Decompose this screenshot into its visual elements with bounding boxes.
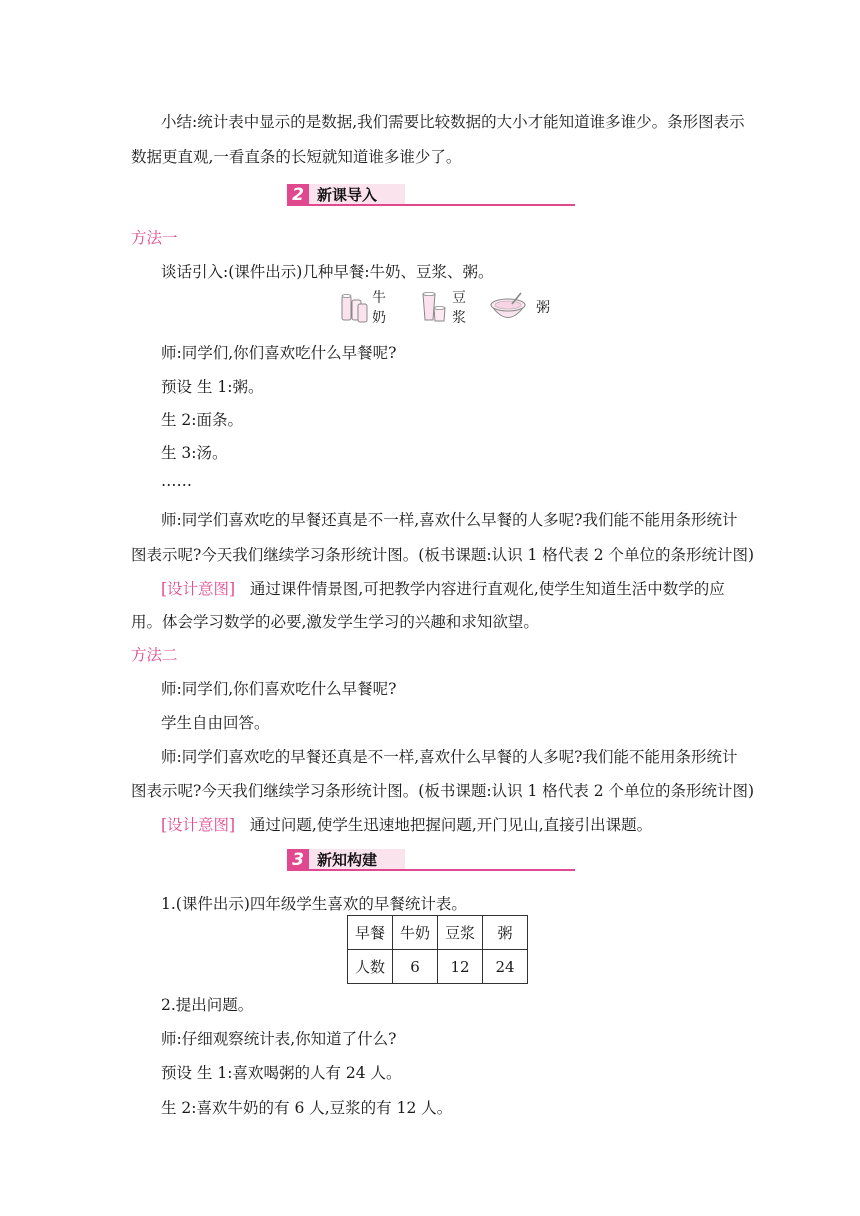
teacher-question: 师:同学们,你们喜欢吃什么早餐呢? [161, 680, 397, 698]
section-number-badge: 2 [287, 184, 309, 206]
table-cell: 粥 [483, 916, 528, 950]
design-intent-tag: [设计意图] [161, 580, 236, 598]
design-intent-line-2: 用。体会学习数学的必要,激发学生学习的兴趣和求知欲望。 [131, 613, 539, 631]
section-header-2 [287, 184, 575, 206]
food-label: 粥 [536, 300, 550, 316]
food-label: 牛奶 [372, 290, 386, 326]
section-number-badge: 3 [287, 849, 309, 871]
section-header-3 [287, 849, 575, 871]
summary-line-1: 小结:统计表中显示的是数据,我们需要比较数据的大小才能知道谁多谁少。条形图表示 [161, 113, 745, 131]
student-answer-3: 生 3:汤。 [161, 444, 228, 462]
table-cell: 牛奶 [393, 916, 438, 950]
breakfast-stat-table [347, 915, 528, 984]
food-soymilk [418, 289, 466, 325]
table-row [348, 950, 528, 984]
method-1-label: 方法一 [131, 229, 178, 247]
table-cell: 早餐 [348, 916, 393, 950]
teacher-question: 师:同学们,你们喜欢吃什么早餐呢? [161, 344, 397, 362]
ellipsis: …… [161, 472, 192, 490]
teacher-question: 师:仔细观察统计表,你知道了什么? [161, 1030, 397, 1048]
table-cell: 6 [393, 950, 438, 984]
section-underline [309, 204, 575, 206]
food-milk [340, 289, 386, 325]
food-porridge [488, 289, 550, 325]
milk-icon [340, 290, 370, 324]
teacher-remark-line-2: 图表示呢?今天我们继续学习条形统计图。(板书课题:认识 1 格代表 2 个单位的条形统计图) [131, 782, 755, 800]
student-free-answer: 学生自由回答。 [161, 714, 270, 732]
student-answer-2: 生 2:面条。 [161, 411, 244, 429]
section-underline [309, 869, 575, 871]
table-cell: 豆浆 [438, 916, 483, 950]
table-cell: 24 [483, 950, 528, 984]
porridge-icon [488, 290, 528, 324]
design-intent-line: [设计意图] 通过问题,使学生迅速地把握问题,开门见山,直接引出课题。 [161, 816, 653, 834]
section-title: 新课导入 [309, 184, 405, 206]
teacher-remark-line-1: 师:同学们喜欢吃的早餐还真是不一样,喜欢什么早餐的人多呢?我们能不能用条形统计 [161, 748, 738, 766]
teacher-remark-line-1: 师:同学们喜欢吃的早餐还真是不一样,喜欢什么早餐的人多呢?我们能不能用条形统计 [161, 511, 738, 529]
table-cell: 12 [438, 950, 483, 984]
table-row [348, 916, 528, 950]
section-title: 新知构建 [309, 849, 405, 871]
item-1: 1.(课件出示)四年级学生喜欢的早餐统计表。 [161, 895, 467, 913]
student-answer-1: 预设 生 1:粥。 [161, 378, 264, 396]
method-2-label: 方法二 [131, 646, 178, 664]
table-cell: 人数 [348, 950, 393, 984]
student-answer-2: 生 2:喜欢牛奶的有 6 人,豆浆的有 12 人。 [161, 1099, 453, 1117]
design-intent-tag: [设计意图] [161, 816, 236, 834]
method-1-intro: 谈话引入:(课件出示)几种早餐:牛奶、豆浆、粥。 [161, 263, 494, 281]
soymilk-icon [418, 290, 448, 324]
food-label: 豆浆 [452, 290, 466, 326]
item-2: 2.提出问题。 [161, 996, 254, 1014]
teacher-remark-line-2: 图表示呢?今天我们继续学习条形统计图。(板书课题:认识 1 格代表 2 个单位的条形统计图) [131, 546, 755, 564]
summary-line-2: 数据更直观,一看直条的长短就知道谁多谁少了。 [131, 148, 462, 166]
student-answer-1: 预设 生 1:喜欢喝粥的人有 24 人。 [161, 1064, 402, 1082]
design-intent-line-1: [设计意图] 通过课件情景图,可把教学内容进行直观化,使学生知道生活中数学的应 [161, 580, 725, 598]
